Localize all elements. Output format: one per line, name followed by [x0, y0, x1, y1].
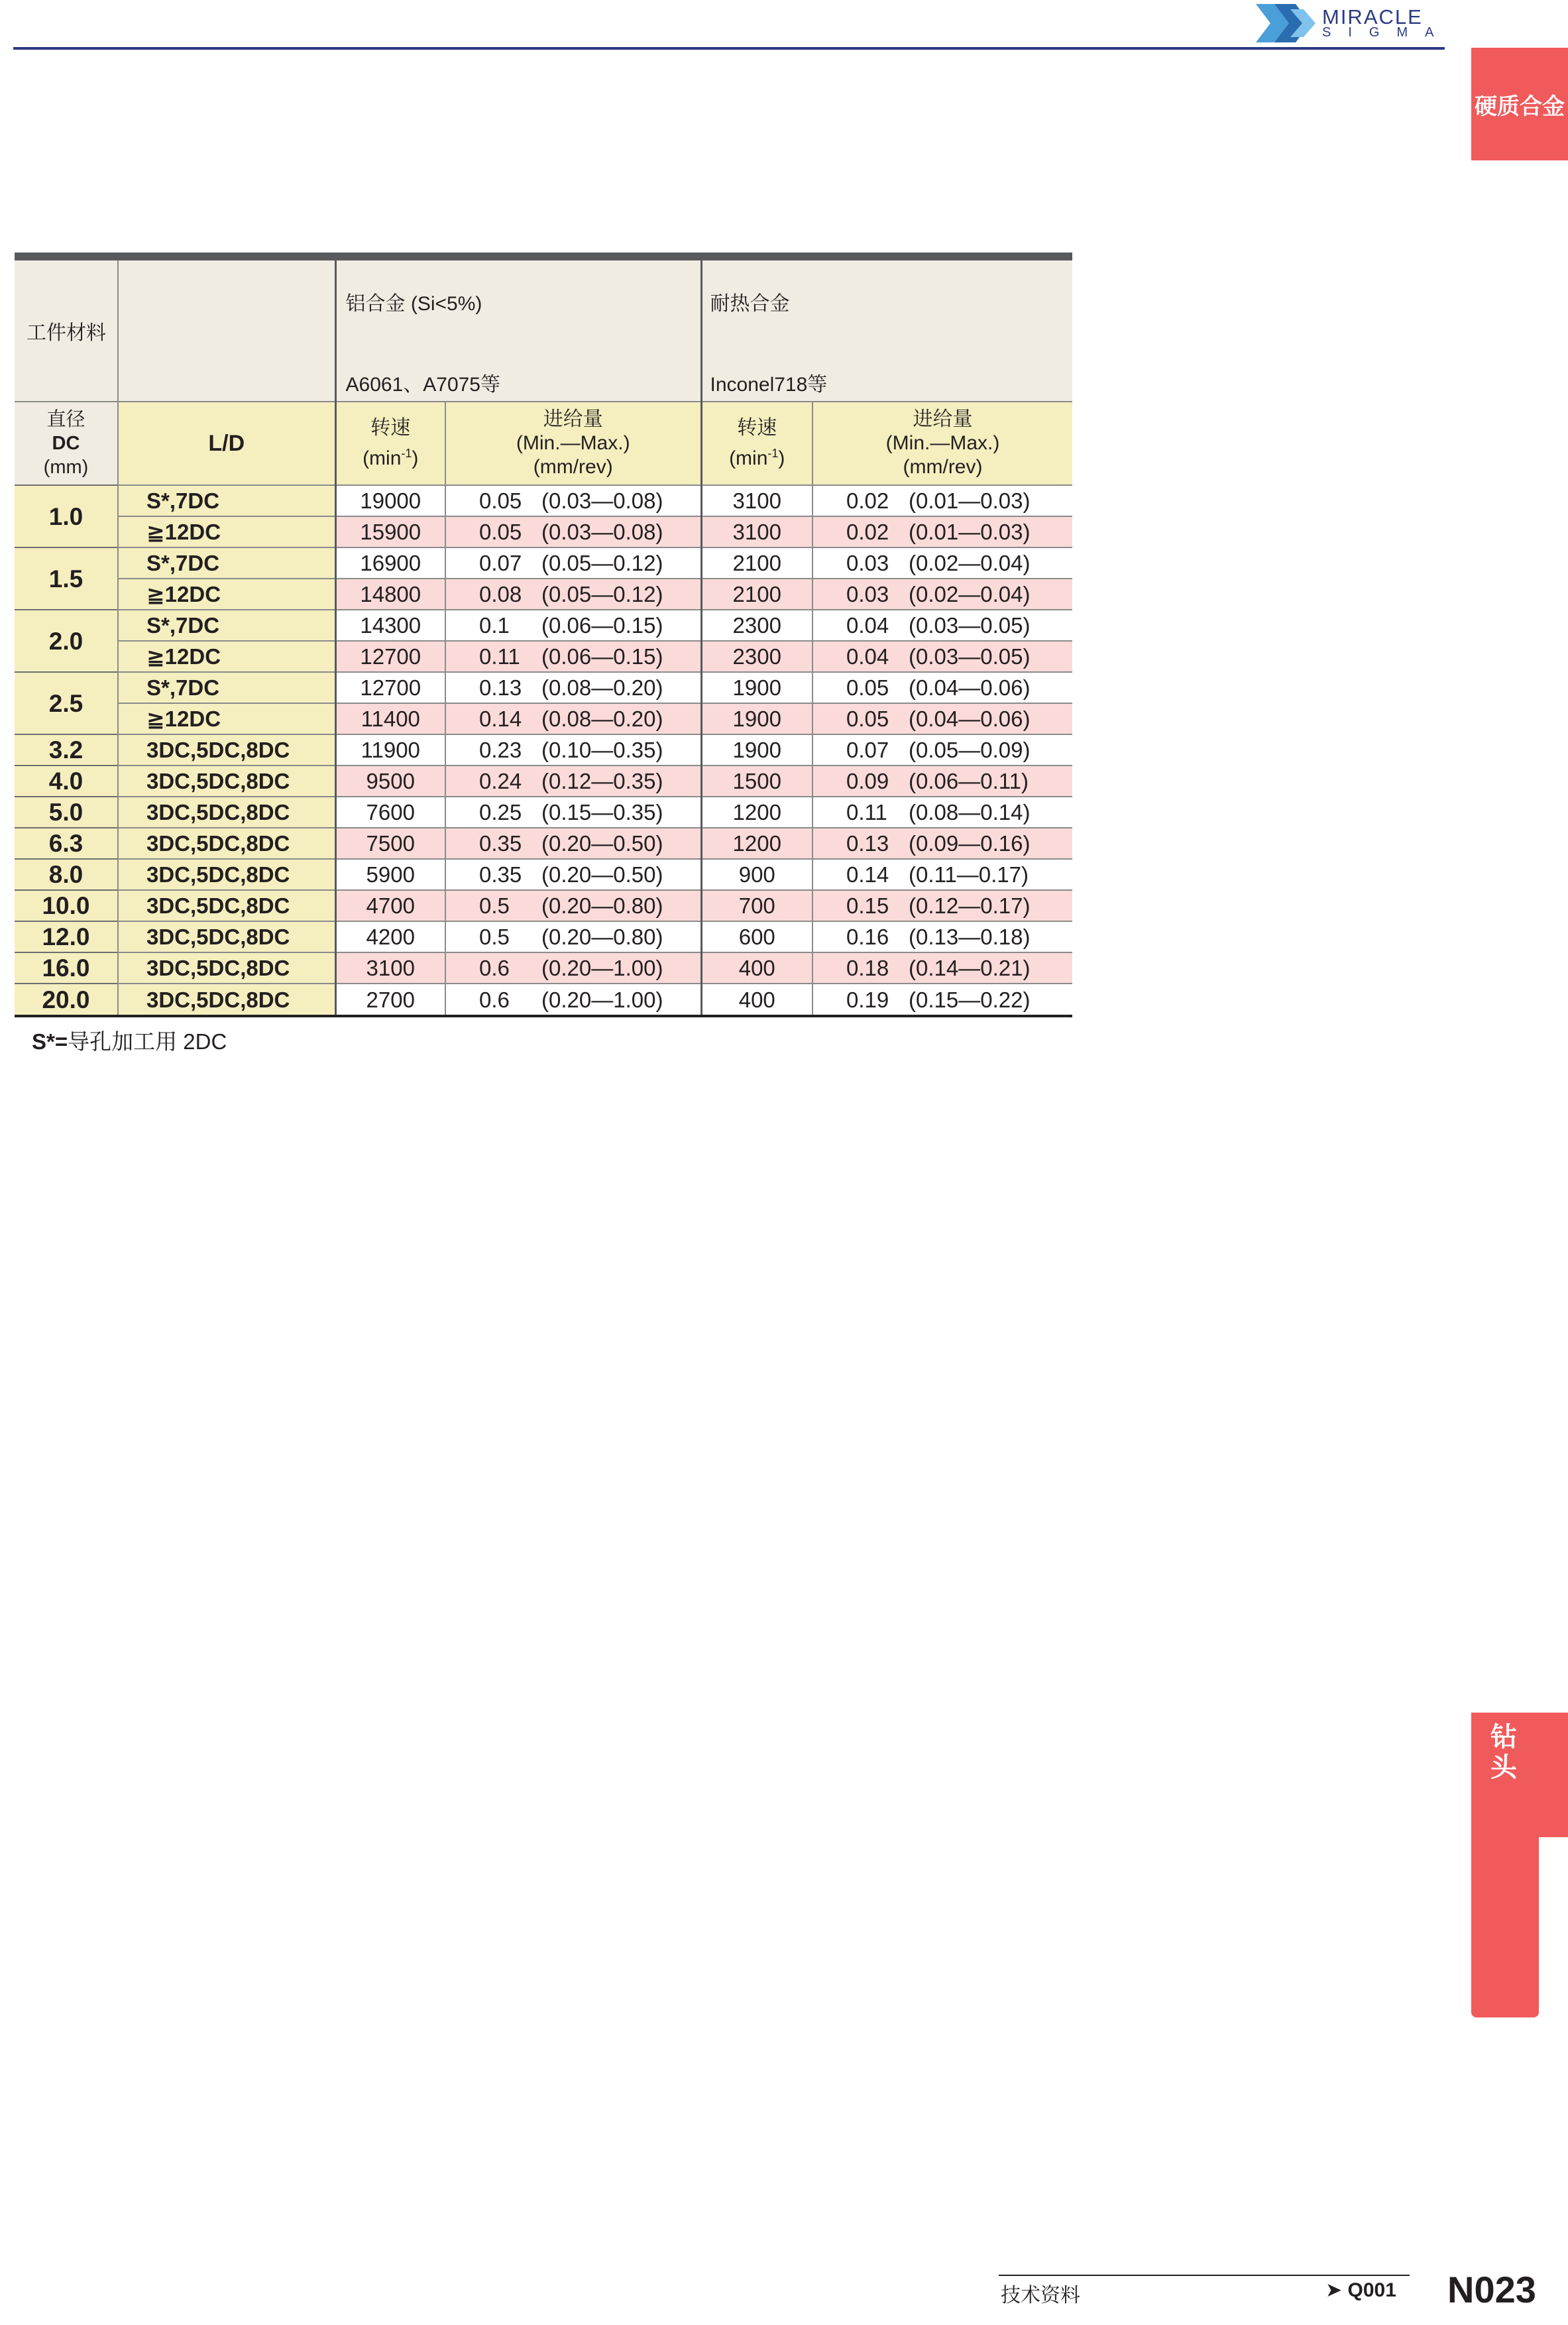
ld-cell: 3DC,5DC,8DC [118, 921, 335, 952]
table-row [15, 984, 1072, 1015]
feed-aluminum-cell [445, 579, 701, 610]
footer-reference-link[interactable] [1325, 2279, 1396, 2302]
ld-cell: ≧12DC [118, 703, 335, 734]
ld-cell: 3DC,5DC,8DC [118, 734, 335, 766]
feed-heat-resistant-range: (0.02—0.04) [909, 551, 1031, 575]
speed-aluminum-cell: 9500 [335, 766, 445, 797]
feed-heat-resistant-value: 0.16 [846, 925, 889, 949]
feed-heat-resistant-cell [812, 952, 1072, 984]
diameter-cell: 2.5 [15, 672, 118, 734]
feed-aluminum-value: 0.14 [479, 707, 522, 731]
feed-heat-resistant-range: (0.06—0.11) [909, 769, 1029, 793]
diameter-cell: 1.5 [15, 547, 118, 610]
speed-header-2-line2: $(\min^{-1})$ [729, 447, 785, 469]
feed-heat-resistant-range: (0.01—0.03) [909, 488, 1031, 513]
speed-heat-resistant-cell: 2100 [701, 579, 812, 610]
table-row [15, 547, 1072, 579]
feed-aluminum-value: 0.1 [479, 613, 510, 638]
footer-rule [999, 2275, 1410, 2276]
material-label: 工件材料 [15, 260, 118, 402]
feed-aluminum-value: 0.6 [479, 987, 510, 1012]
feed-aluminum-range: (0.12—0.35) [541, 769, 663, 793]
material-heat-resistant [701, 260, 1072, 402]
feed-heat-resistant-value: 0.07 [846, 738, 889, 762]
feed-aluminum-value: 0.35 [479, 831, 522, 856]
feed-aluminum-cell [445, 921, 701, 952]
feed-heat-resistant-cell [812, 766, 1072, 797]
feed-aluminum-range: (0.20—1.00) [541, 956, 663, 980]
speed-aluminum-cell: 2700 [335, 984, 445, 1015]
table-row [15, 828, 1072, 859]
feed-aluminum-cell [445, 952, 701, 984]
ld-cell: 3DC,5DC,8DC [118, 890, 335, 921]
ld-header: L/D [118, 402, 335, 485]
feed-heat-resistant-range: (0.04—0.06) [909, 675, 1031, 700]
diameter-header-line3: (mm) [43, 457, 89, 478]
speed-aluminum-cell: 12700 [335, 641, 445, 672]
feed-header-1-line1: 进给量 [543, 408, 603, 430]
feed-heat-resistant-value: 0.14 [846, 862, 889, 887]
feed-aluminum-range: (0.05—0.12) [541, 582, 663, 606]
feed-aluminum-value: 0.5 [479, 893, 510, 918]
feed-aluminum-cell [445, 672, 701, 703]
brand-name-line1: MIRACLE [1322, 5, 1423, 28]
feed-heat-resistant-cell [812, 579, 1072, 610]
feed-aluminum-range: (0.06—0.15) [541, 644, 663, 669]
feed-aluminum-range: (0.08—0.20) [541, 675, 663, 700]
feed-header-2-line3: (mm/rev) [903, 456, 983, 478]
feed-heat-resistant-range: (0.15—0.22) [909, 987, 1031, 1012]
speed-aluminum-cell: 7500 [335, 828, 445, 859]
feed-heat-resistant-cell [812, 610, 1072, 641]
table-row [15, 610, 1072, 641]
feed-heat-resistant-value: 0.13 [846, 831, 889, 856]
category-tab[interactable] [1471, 48, 1568, 160]
speed-heat-resistant-cell: 1500 [701, 766, 812, 797]
feed-header-1-line2: (Min.—Max.) [516, 432, 630, 454]
feed-heat-resistant-value: 0.04 [846, 613, 889, 638]
diameter-cell: 8.0 [15, 859, 118, 890]
logo-chevron-icon [1256, 1, 1319, 45]
ld-cell: S*,7DC [118, 485, 335, 516]
table-row [15, 516, 1072, 547]
ld-cell: 3DC,5DC,8DC [118, 984, 335, 1015]
feed-header-1 [445, 402, 701, 485]
diameter-header-line2: DC [52, 433, 80, 454]
feed-aluminum-cell [445, 766, 701, 797]
speed-heat-resistant-cell: 2300 [701, 610, 812, 641]
feed-aluminum-cell [445, 859, 701, 890]
table-row [15, 952, 1072, 984]
feed-heat-resistant-value: 0.03 [846, 582, 889, 606]
speed-aluminum-cell: 14800 [335, 579, 445, 610]
feed-aluminum-value: 0.6 [479, 956, 510, 980]
feed-heat-resistant-range: (0.02—0.04) [909, 582, 1031, 606]
feed-heat-resistant-cell [812, 828, 1072, 859]
speed-header-1-line1: 转速 [370, 417, 411, 439]
diameter-cell: 1.0 [15, 485, 118, 547]
speed-aluminum-cell: 12700 [335, 672, 445, 703]
feed-aluminum-range: (0.20—0.80) [541, 893, 663, 918]
feed-aluminum-cell [445, 641, 701, 672]
speed-aluminum-cell: 19000 [335, 485, 445, 516]
feed-heat-resistant-value: 0.02 [846, 488, 889, 513]
feed-heat-resistant-value: 0.04 [846, 644, 889, 669]
feed-aluminum-value: 0.05 [479, 520, 522, 544]
table-row [15, 672, 1072, 703]
speed-heat-resistant-cell: 3100 [701, 516, 812, 547]
speed-aluminum-cell: 4700 [335, 890, 445, 921]
speed-aluminum-cell: 14300 [335, 610, 445, 641]
page-number: N023 [1447, 2269, 1536, 2310]
speed-aluminum-cell: 5900 [335, 859, 445, 890]
category-tab-label: 硬质合金 [1475, 93, 1565, 119]
speed-heat-resistant-cell: 1900 [701, 703, 812, 734]
header-rule [13, 47, 1445, 50]
feed-aluminum-range: (0.08—0.20) [541, 707, 663, 731]
ld-cell: 3DC,5DC,8DC [118, 952, 335, 984]
feed-aluminum-value: 0.23 [479, 738, 522, 762]
diameter-cell: 3.2 [15, 734, 118, 766]
speed-heat-resistant-cell: 3100 [701, 485, 812, 516]
feed-heat-resistant-value: 0.03 [846, 551, 889, 575]
feed-aluminum-cell [445, 828, 701, 859]
speed-heat-resistant-cell: 400 [701, 952, 812, 984]
ld-cell: S*,7DC [118, 610, 335, 641]
feed-heat-resistant-value: 0.05 [846, 707, 889, 731]
speed-heat-resistant-cell: 1200 [701, 797, 812, 828]
feed-heat-resistant-range: (0.04—0.06) [909, 707, 1031, 731]
feed-heat-resistant-value: 0.02 [846, 520, 889, 544]
feed-heat-resistant-cell [812, 516, 1072, 547]
feed-heat-resistant-range: (0.05—0.09) [909, 738, 1031, 762]
feed-aluminum-range: (0.06—0.15) [541, 613, 663, 638]
feed-heat-resistant-cell [812, 547, 1072, 579]
feed-aluminum-value: 0.13 [479, 675, 522, 700]
feed-aluminum-value: 0.11 [479, 644, 520, 669]
footer-reference: Q001 [1347, 2279, 1396, 2301]
feed-header-2 [812, 402, 1072, 485]
speed-aluminum-cell: 4200 [335, 921, 445, 952]
feed-heat-resistant-cell [812, 485, 1072, 516]
table-row [15, 703, 1072, 734]
feed-heat-resistant-range: (0.11—0.17) [909, 862, 1029, 887]
header-blank-cell [118, 260, 335, 402]
footnote [32, 1025, 227, 1056]
table-row [15, 734, 1072, 766]
feed-heat-resistant-cell [812, 641, 1072, 672]
diameter-cell: 2.0 [15, 610, 118, 672]
table-row [15, 641, 1072, 672]
feed-heat-resistant-cell [812, 734, 1072, 766]
feed-aluminum-range: (0.15—0.35) [541, 800, 663, 824]
feed-aluminum-range: (0.20—0.50) [541, 862, 663, 887]
speed-header-2-line1: 转速 [737, 417, 777, 439]
section-tab-label: 钻头 [1490, 1723, 1517, 1782]
feed-header-2-line1: 进给量 [913, 408, 973, 430]
speed-aluminum-cell: 7600 [335, 797, 445, 828]
arrow-right-icon: ➤ [1325, 2279, 1343, 2301]
feed-aluminum-value: 0.25 [479, 800, 522, 824]
diameter-cell: 20.0 [15, 984, 118, 1015]
feed-header-2-line2: (Min.—Max.) [885, 432, 1000, 454]
table-top-bar [15, 253, 1072, 260]
table-row [15, 766, 1072, 797]
brand-name-line2: SIGMA [1322, 25, 1451, 40]
material-heat-resistant-name: 耐热合金 [710, 293, 790, 315]
feed-heat-resistant-range: (0.13—0.18) [909, 925, 1031, 949]
material-aluminum-name: 铝合金 (Si<5%) [345, 293, 482, 315]
feed-heat-resistant-range: (0.03—0.05) [909, 644, 1031, 669]
feed-heat-resistant-range: (0.09—0.16) [909, 831, 1031, 856]
feed-heat-resistant-cell [812, 672, 1072, 703]
speed-header-2 [701, 402, 812, 485]
brand-logo [1256, 1, 1451, 48]
feed-aluminum-cell [445, 890, 701, 921]
feed-heat-resistant-range: (0.14—0.21) [909, 956, 1031, 980]
feed-aluminum-range: (0.10—0.35) [541, 738, 663, 762]
speed-heat-resistant-cell: 700 [701, 890, 812, 921]
feed-heat-resistant-value: 0.09 [846, 769, 889, 793]
feed-aluminum-value: 0.05 [479, 488, 522, 513]
diameter-cell: 10.0 [15, 890, 118, 921]
speed-aluminum-cell: 11900 [335, 734, 445, 766]
diameter-cell: 4.0 [15, 766, 118, 797]
speed-aluminum-cell: 3100 [335, 952, 445, 984]
table-row [15, 485, 1072, 516]
speed-heat-resistant-cell: 1900 [701, 734, 812, 766]
diameter-cell: 16.0 [15, 952, 118, 984]
speed-aluminum-cell: 11400 [335, 703, 445, 734]
feed-heat-resistant-value: 0.11 [846, 800, 887, 824]
table-row [15, 859, 1072, 890]
feed-heat-resistant-value: 0.19 [846, 987, 889, 1012]
feed-heat-resistant-cell [812, 859, 1072, 890]
feed-aluminum-value: 0.5 [479, 925, 510, 949]
speed-aluminum-cell: 16900 [335, 547, 445, 579]
diameter-cell: 12.0 [15, 921, 118, 952]
feed-aluminum-cell [445, 610, 701, 641]
speed-heat-resistant-cell: 600 [701, 921, 812, 952]
table-body [15, 485, 1072, 1015]
feed-aluminum-range: (0.03—0.08) [541, 520, 663, 544]
material-header-row [15, 260, 1072, 402]
feed-heat-resistant-cell [812, 921, 1072, 952]
ld-cell: 3DC,5DC,8DC [118, 797, 335, 828]
diameter-header-line1: 直径 [46, 409, 85, 430]
table-row [15, 890, 1072, 921]
table-row [15, 579, 1072, 610]
footnote-text: 导孔加工用 2DC [68, 1029, 227, 1054]
speed-heat-resistant-cell: 900 [701, 859, 812, 890]
footer-section: 技术资料 [1001, 2285, 1080, 2306]
feed-aluminum-cell [445, 734, 701, 766]
feed-heat-resistant-range: (0.08—0.14) [909, 800, 1031, 824]
speed-header-1-line2: $(\min^{-1})$ [363, 447, 419, 469]
speed-header-1 [335, 402, 445, 485]
ld-cell: 3DC,5DC,8DC [118, 766, 335, 797]
table-bottom-rule [15, 1015, 1072, 1017]
speed-aluminum-cell: 15900 [335, 516, 445, 547]
ld-cell: S*,7DC [118, 547, 335, 579]
material-aluminum [335, 260, 701, 402]
feed-aluminum-cell [445, 797, 701, 828]
feed-aluminum-range: (0.03—0.08) [541, 488, 663, 513]
table-row [15, 797, 1072, 828]
ld-cell: ≧12DC [118, 516, 335, 547]
feed-heat-resistant-cell [812, 797, 1072, 828]
ld-cell: S*,7DC [118, 672, 335, 703]
ld-cell: 3DC,5DC,8DC [118, 859, 335, 890]
feed-heat-resistant-value: 0.18 [846, 956, 889, 980]
feed-aluminum-cell [445, 703, 701, 734]
feed-heat-resistant-cell [812, 890, 1072, 921]
speed-heat-resistant-cell: 1900 [701, 672, 812, 703]
feed-aluminum-cell [445, 984, 701, 1015]
ld-cell: ≧12DC [118, 641, 335, 672]
feed-aluminum-range: (0.20—0.50) [541, 831, 663, 856]
feed-aluminum-cell [445, 547, 701, 579]
feed-aluminum-cell [445, 516, 701, 547]
ld-cell: ≧12DC [118, 579, 335, 610]
feed-heat-resistant-value: 0.05 [846, 675, 889, 700]
feed-aluminum-value: 0.08 [479, 582, 522, 606]
feed-aluminum-value: 0.24 [479, 769, 522, 793]
speed-heat-resistant-cell: 400 [701, 984, 812, 1015]
feed-heat-resistant-range: (0.12—0.17) [909, 893, 1031, 918]
feed-aluminum-cell [445, 485, 701, 516]
diameter-header [15, 402, 118, 485]
feed-heat-resistant-range: (0.01—0.03) [909, 520, 1031, 544]
feed-heat-resistant-value: 0.15 [846, 893, 889, 918]
table-row [15, 921, 1072, 952]
feed-aluminum-value: 0.07 [479, 551, 522, 575]
feed-heat-resistant-range: (0.03—0.05) [909, 613, 1031, 638]
speed-heat-resistant-cell: 1200 [701, 828, 812, 859]
feed-aluminum-range: (0.20—1.00) [541, 987, 663, 1012]
material-heat-resistant-grades: Inconel718等 [710, 374, 828, 396]
feed-aluminum-range: (0.05—0.12) [541, 551, 663, 575]
speed-heat-resistant-cell: 2100 [701, 547, 812, 579]
feed-heat-resistant-cell [812, 703, 1072, 734]
feed-aluminum-range: (0.20—0.80) [541, 925, 663, 949]
feed-heat-resistant-cell [812, 984, 1072, 1015]
speed-heat-resistant-cell: 2300 [701, 641, 812, 672]
footnote-key: S*= [32, 1029, 68, 1054]
feed-aluminum-value: 0.35 [479, 862, 522, 887]
cutting-conditions-table [15, 253, 1072, 1017]
feed-header-1-line3: (mm/rev) [533, 456, 613, 478]
material-aluminum-grades: A6061、A7075等 [345, 374, 500, 396]
diameter-cell: 6.3 [15, 828, 118, 859]
ld-cell: 3DC,5DC,8DC [118, 828, 335, 859]
column-header-row [15, 402, 1072, 485]
diameter-cell: 5.0 [15, 797, 118, 828]
